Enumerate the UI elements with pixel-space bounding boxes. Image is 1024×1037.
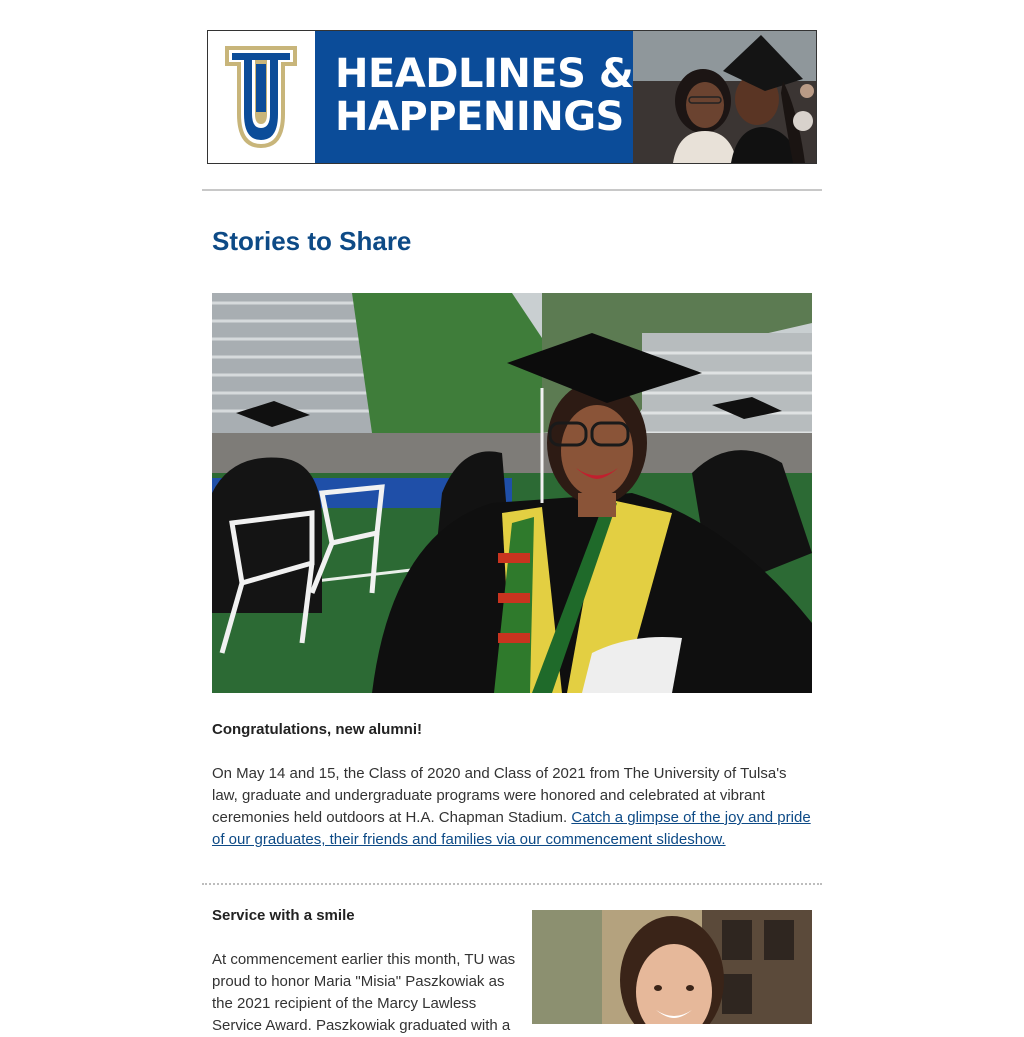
- headline-line-1: HEADLINES &: [335, 51, 634, 97]
- portrait-illustration: [532, 910, 812, 1024]
- commencement-slideshow-link[interactable]: Catch a glimpse of the joy and pride of our graduates, their friends and families via our commencement slideshow.: [212, 809, 811, 848]
- logo-cell: [208, 31, 315, 163]
- story-heading-service: Service with a smile: [212, 907, 355, 924]
- story-divider: [202, 883, 822, 885]
- story-body-service: At commencement earlier this month, TU was proud to honor Maria "Misia" Paszkowiak as the 2021 recipient of the Marcy Lawless Service Award. Paszkowiak graduated with a: [212, 951, 516, 1034]
- headline-line-2: HAPPENINGS: [335, 94, 624, 140]
- headline-panel: [315, 31, 633, 163]
- newsletter-title: [335, 53, 633, 139]
- commencement-hero-photo[interactable]: [212, 293, 812, 693]
- commencement-photo-illustration: [212, 293, 812, 693]
- header-banner[interactable]: [207, 30, 817, 164]
- graduates-header-photo: [633, 31, 816, 163]
- header-divider: [202, 189, 822, 191]
- section-title: Stories to Share: [212, 226, 412, 256]
- tu-logo-icon: [223, 44, 299, 154]
- story-text: On May 14 and 15, the Class of 2020 and Class of 2021 from The University of Tulsa's law, graduate and undergraduate programs were honored and celebrated at vibrant ceremonies held outdoors at H.A. Chapman Stadium.: [212, 765, 787, 826]
- paszkowiak-portrait-photo[interactable]: [532, 910, 812, 1024]
- story-heading-alumni: Congratulations, new alumni!: [212, 721, 423, 738]
- story-body-alumni: [212, 763, 812, 851]
- graduates-photo-illustration: [633, 31, 816, 163]
